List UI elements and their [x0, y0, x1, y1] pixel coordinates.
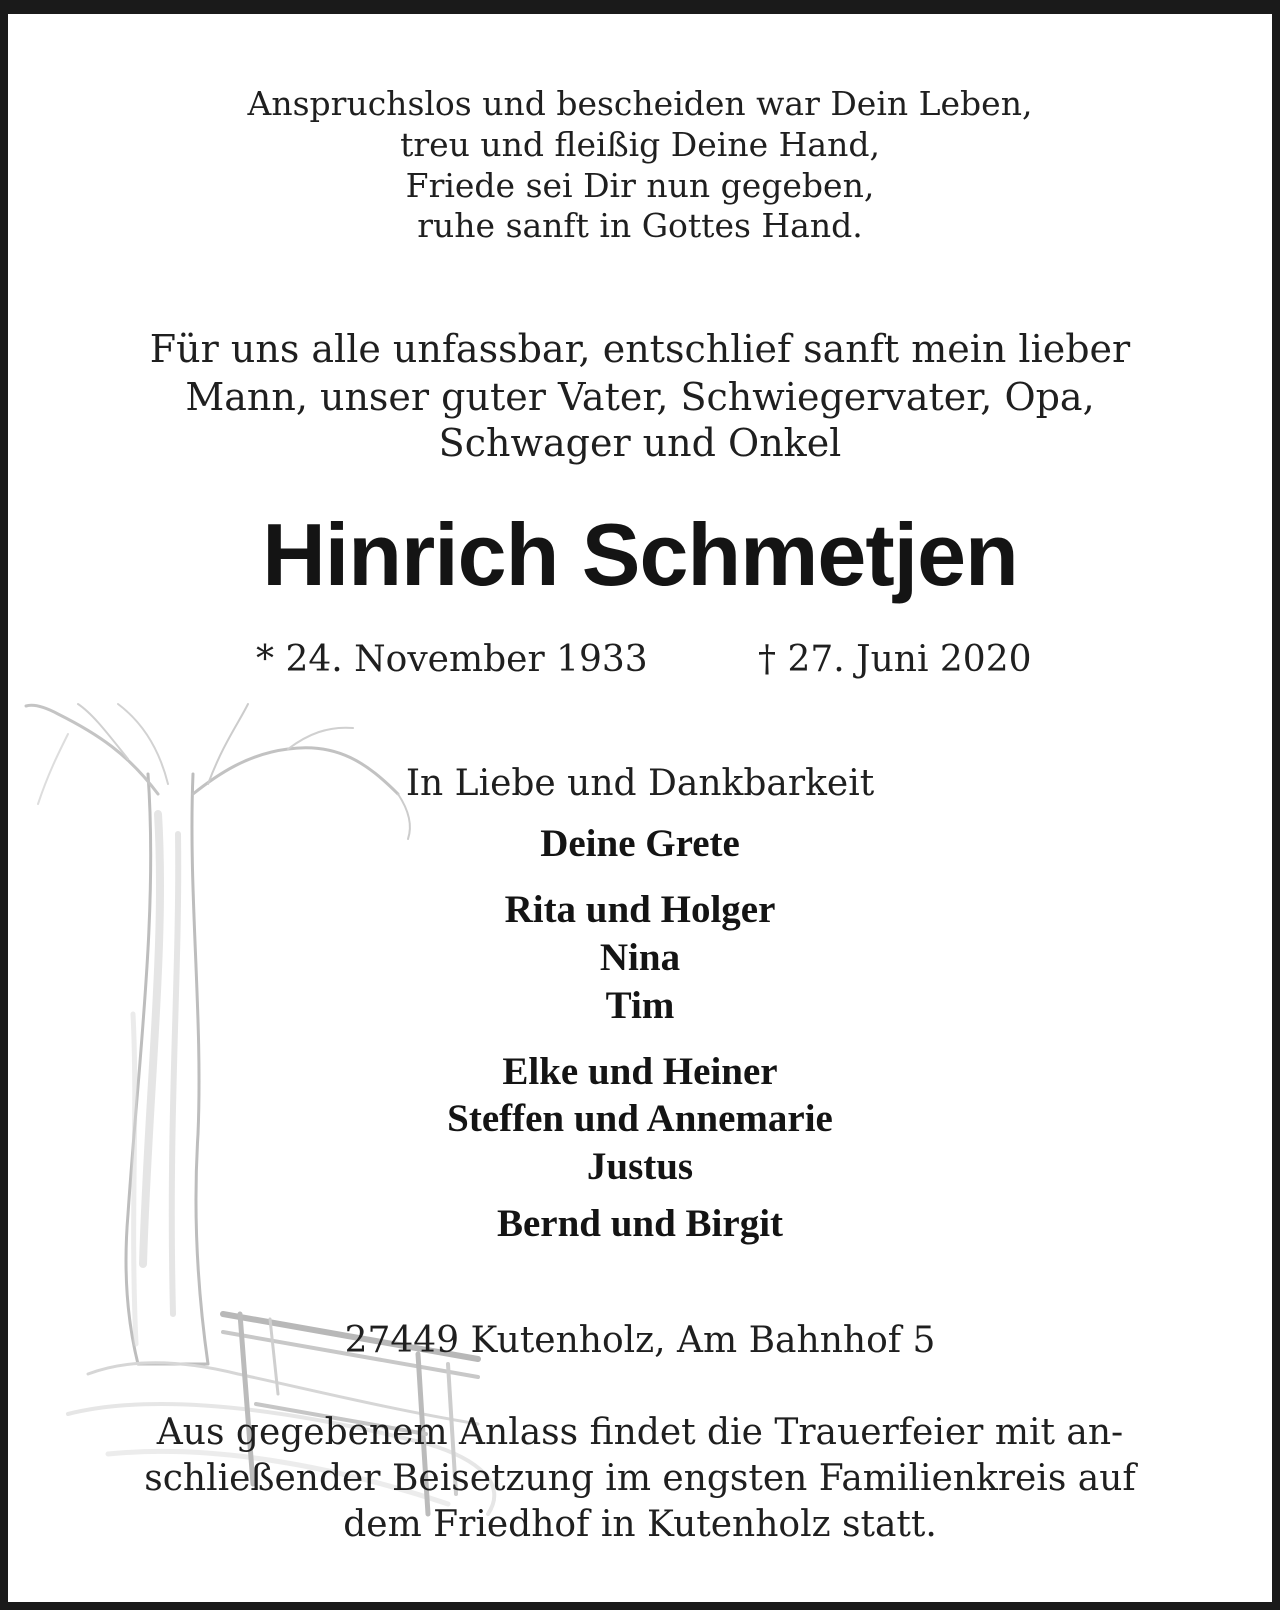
poem-line: treu und fleißig Deine Hand,: [400, 125, 880, 164]
poem-line: Friede sei Dir nun gegeben,: [405, 166, 875, 205]
intro-line: Schwager und Onkel: [438, 421, 842, 465]
deceased-name: Hinrich Schmetjen: [262, 505, 1018, 604]
mourner-name: Rita und Holger: [504, 888, 776, 931]
tree-and-bench-illustration: [8, 14, 1280, 1610]
mourner-name: Deine Grete: [540, 822, 740, 865]
mourners-intro: In Liebe und Dankbarkeit: [405, 763, 875, 804]
closing-line: Aus gegebenem Anlass findet die Trauerfeier mit an-: [156, 1412, 1124, 1453]
mourner-name: Justus: [586, 1145, 694, 1188]
poem-line: ruhe sanft in Gottes Hand.: [417, 206, 863, 245]
mourner-name: Elke und Heiner: [502, 1050, 778, 1093]
address: 27449 Kutenholz, Am Bahnhof 5: [344, 1320, 936, 1361]
mourner-name: Tim: [605, 984, 675, 1027]
mourner-name: Steffen und Annemarie: [447, 1097, 833, 1140]
poem-line: Anspruchslos und bescheiden war Dein Leben,: [247, 84, 1033, 123]
intro-line: Für uns alle unfassbar, entschlief sanft mein lieber: [149, 327, 1131, 371]
death-date: † 27. Juni 2020: [758, 639, 1032, 680]
mourner-name: Bernd und Birgit: [496, 1202, 784, 1245]
closing-line: schließender Beisetzung im engsten Familienkreis auf: [144, 1458, 1136, 1499]
birth-date: * 24. November 1933: [256, 639, 648, 680]
intro-line: Mann, unser guter Vater, Schwiegervater, Opa,: [185, 375, 1095, 419]
closing-line: dem Friedhof in Kutenholz statt.: [343, 1504, 937, 1545]
mourner-name: Nina: [599, 936, 681, 979]
